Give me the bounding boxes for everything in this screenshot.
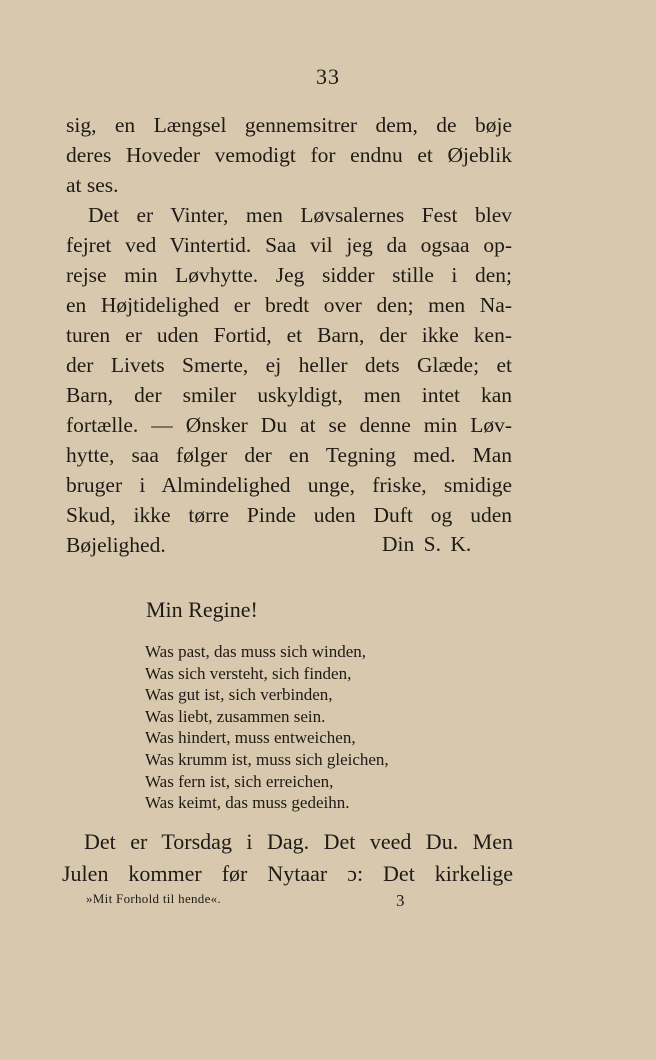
- letter-signature: Din S. K.: [382, 532, 472, 556]
- poem-line: Was fern ist, sich erreichen,: [145, 771, 334, 791]
- text-line: deres Hoveder vemodigt for endnu et Øjeblik: [66, 143, 512, 167]
- text-line: Skud, ikke tørre Pinde uden Duft og uden: [66, 503, 512, 527]
- page-number: 33: [316, 64, 340, 89]
- poem-line: Was liebt, zusammen sein.: [145, 706, 326, 726]
- body-paragraphs: [66, 110, 512, 560]
- closing-paragraph: [62, 826, 513, 890]
- text-line: en Højtidelighed er bredt over den; men Na-: [66, 293, 512, 317]
- text-line: sig, en Længsel gennemsitrer dem, de bøje: [66, 113, 512, 137]
- signature-mark: 3: [396, 891, 405, 910]
- poem-line: Was krumm ist, muss sich gleichen,: [145, 749, 389, 769]
- text-line: bruger i Almindelighed unge, friske, smidige: [66, 473, 512, 497]
- text-line: Julen kommer før Nytaar ɔ: Det kirkelige: [62, 861, 513, 886]
- poem-verse: [145, 641, 389, 814]
- text-line: at ses.: [66, 173, 119, 197]
- text-line: Det er Torsdag i Dag. Det veed Du. Men: [84, 829, 513, 854]
- running-title: »Mit Forhold til hende«.: [86, 891, 222, 906]
- text-line: Barn, der smiler uskyldigt, men intet kan: [66, 383, 512, 407]
- poem-line: Was hindert, muss entweichen,: [145, 728, 356, 748]
- text-line: Bøjelighed.: [66, 533, 166, 557]
- text-line: rejse min Løvhytte. Jeg sidder stille i den;: [66, 263, 512, 287]
- poem-line: Was sich versteht, sich finden,: [145, 663, 352, 683]
- poem-line: Was gut ist, sich verbinden,: [145, 685, 333, 705]
- poem-line: Was keimt, das muss gedeihn.: [145, 793, 350, 813]
- poem-line: Was past, das muss sich winden,: [145, 642, 367, 661]
- text-line: fortælle. — Ønsker Du at se denne min Løv-: [66, 413, 512, 437]
- text-line: der Livets Smerte, ej heller dets Glæde; et: [66, 353, 512, 377]
- letter-salutation: Min Regine!: [146, 597, 258, 622]
- text-line: hytte, saa følger der en Tegning med. Man: [66, 443, 512, 467]
- text-line: Det er Vinter, men Løvsalernes Fest blev: [88, 203, 512, 227]
- text-line: turen er uden Fortid, et Barn, der ikke ken-: [66, 323, 512, 347]
- text-line: fejret ved Vintertid. Saa vil jeg da ogsaa op-: [66, 233, 512, 257]
